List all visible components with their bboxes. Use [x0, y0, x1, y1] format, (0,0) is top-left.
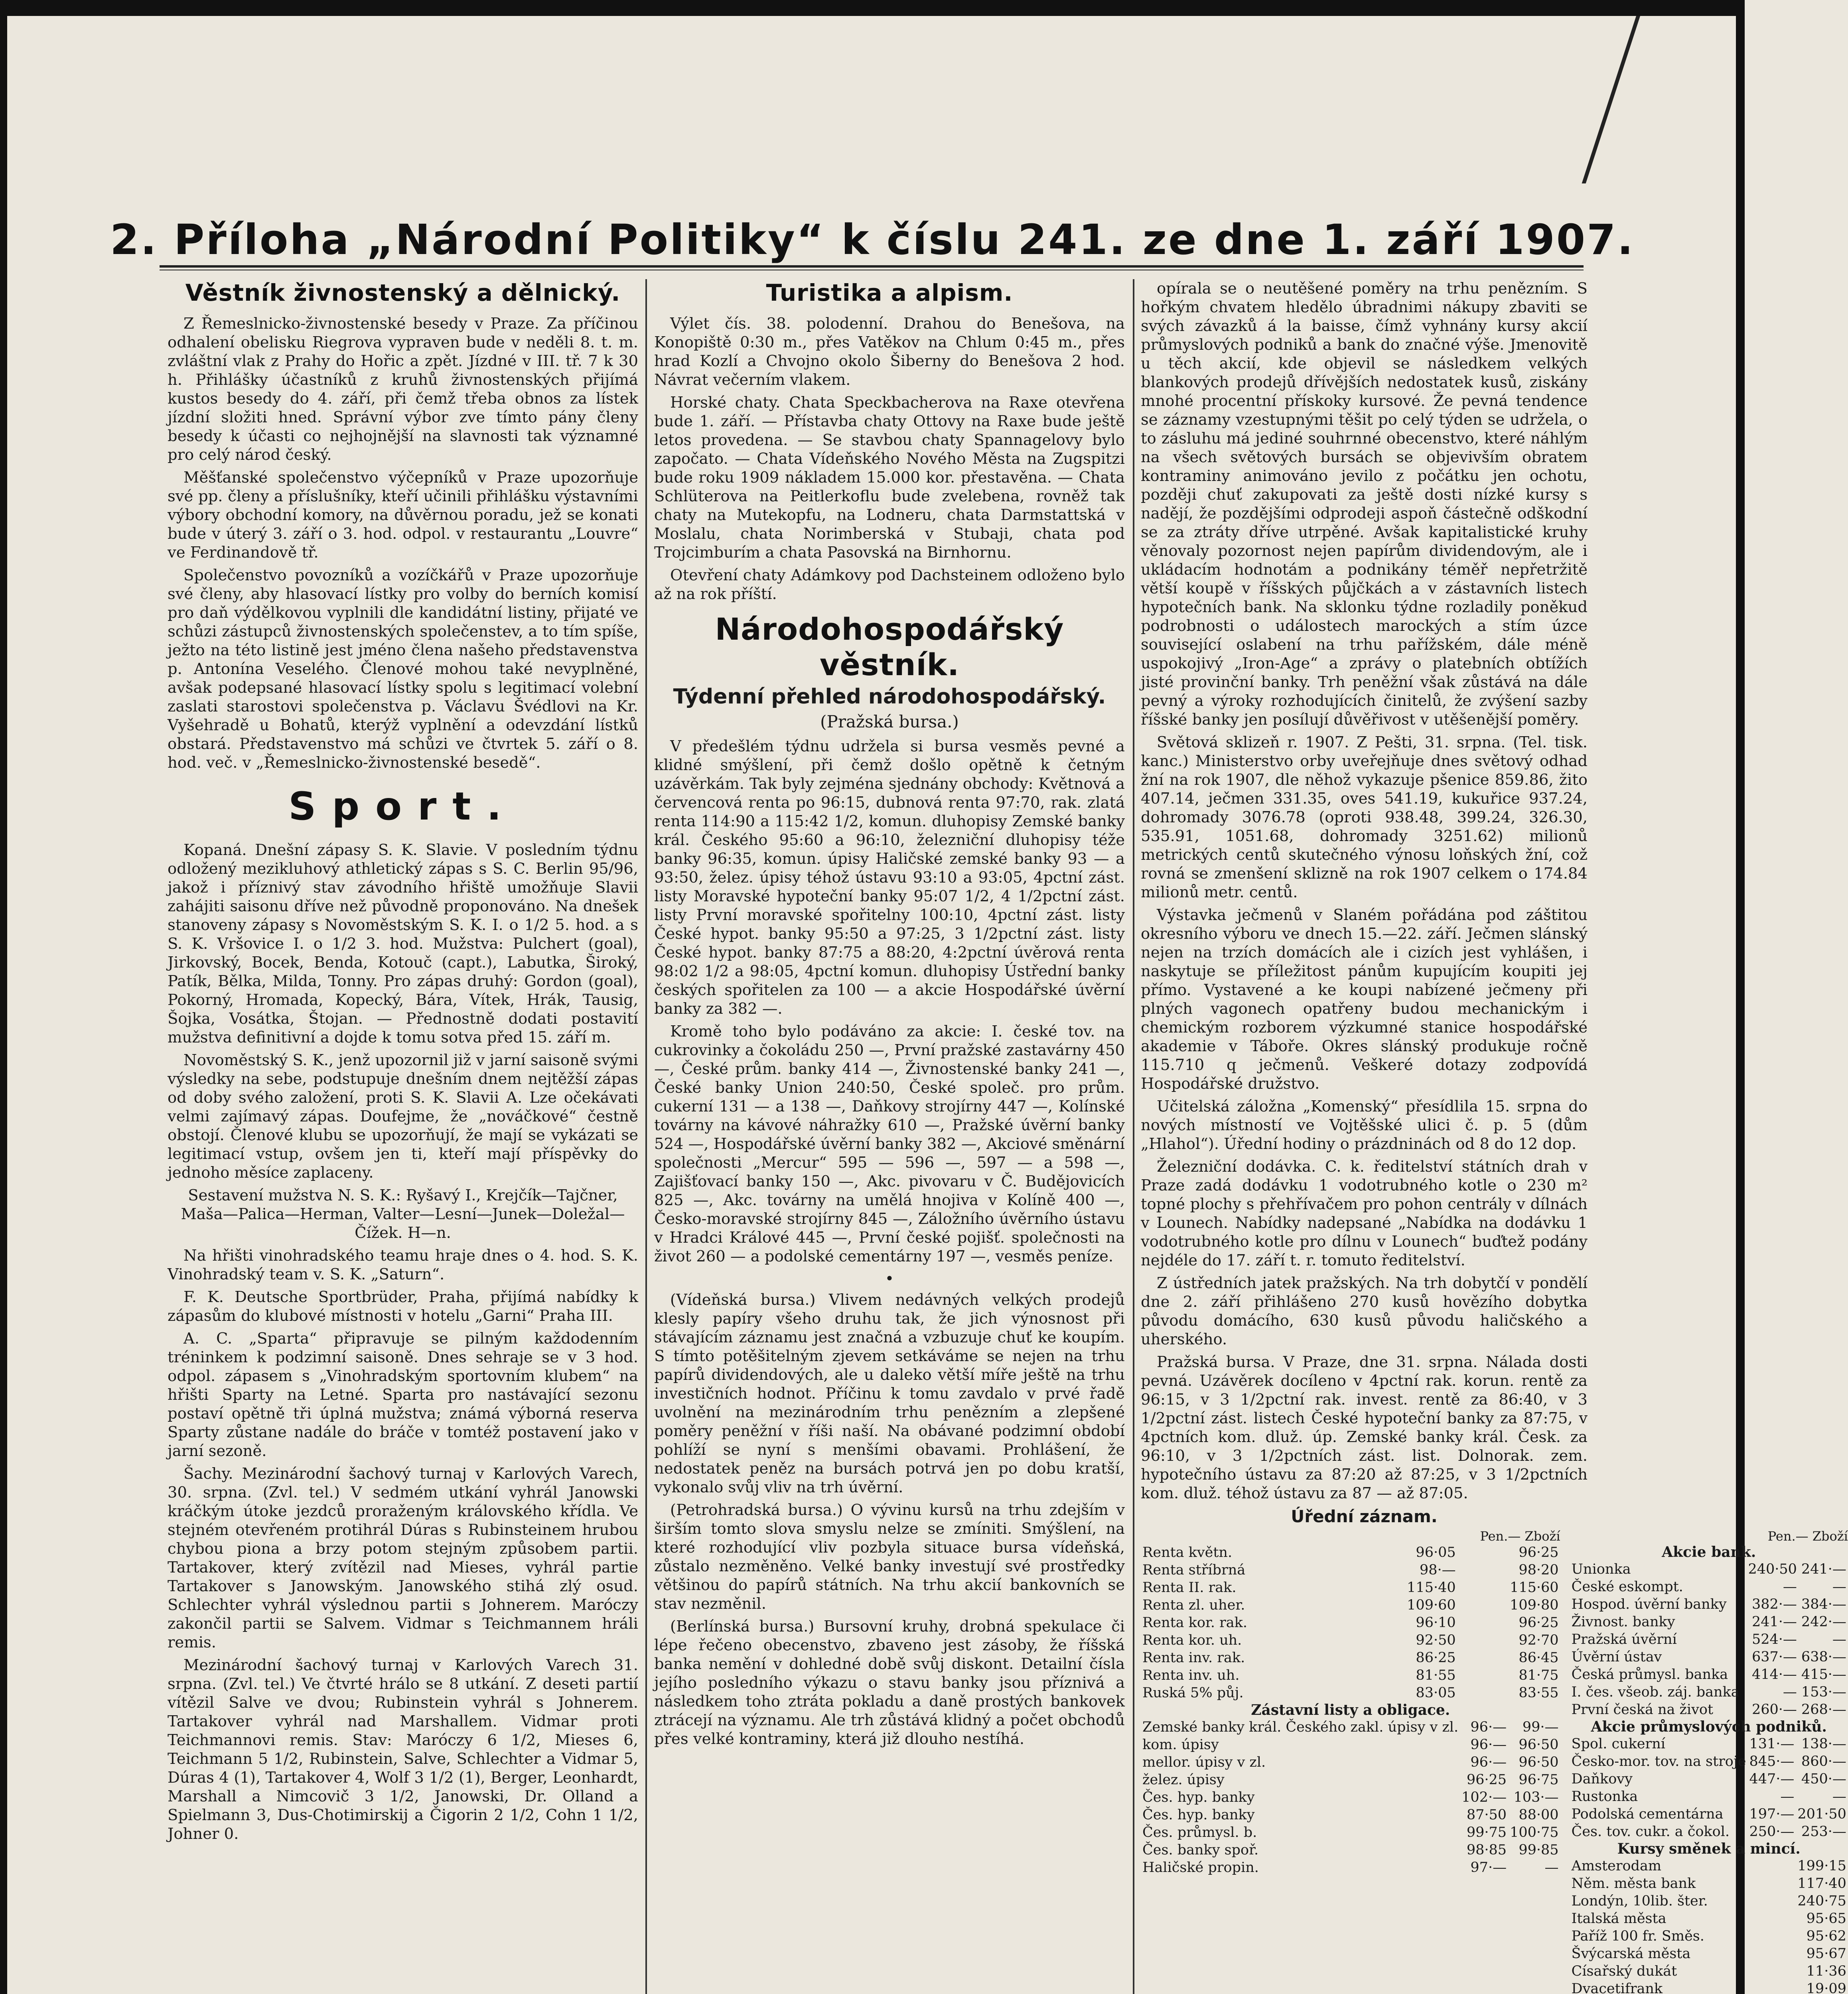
- market-item-value: [1769, 1945, 1773, 1962]
- article-paragraph: (Vídeňská bursa.) Vlivem nedávných velkých prodejů klesly papíry všeho druhu tak, že jich výnosnost při stávajícím záznamu jest značná a vzbuzuje chuť ke koupím. S tímto potěšitelným zjevem setkáváme se nejen na trhu papírů dividendových, ale u daleko větší míře ještě na trhu investičních hodnot. Příčinu k tomu zavdalo v prvé řadě uvolnění na mezinárodním trhu penězním a zlepšené poměry peněžní v říši naší. Na obávané podzimní období pohlíží se nyní s menšími obavami. Prohlášení, že nedostatek peněz na bursách potrvá jen po dobu kratší, vykonalo svůj vliv na trh úvěrní.: [654, 1291, 1125, 1496]
- market-row: [1141, 1561, 1560, 1579]
- industry-title: Akcie průmyslových podniků.: [1591, 1718, 1827, 1735]
- market-item-name: želez. úpisy: [1142, 1772, 1225, 1788]
- column-rule: [645, 279, 647, 1994]
- section-subtitle: Týdenní přehled národohospodářský.: [673, 685, 1106, 709]
- scan-edge-top: [0, 0, 1745, 16]
- market-row: [1570, 1980, 1848, 1994]
- market-row: [1141, 1841, 1560, 1859]
- market-item-name: Renta II. rak.: [1142, 1580, 1237, 1596]
- fx-table: [1570, 1857, 1848, 1994]
- market-row: [1141, 1631, 1560, 1649]
- market-item-name: Ruská 5% půj.: [1142, 1685, 1244, 1701]
- market-row: [1141, 1718, 1560, 1736]
- market-row: [1141, 1771, 1560, 1789]
- market-item-value: 95·62: [1806, 1928, 1846, 1944]
- market-item-value: 81·75: [1519, 1667, 1559, 1683]
- market-item-value: 96·05: [1416, 1545, 1456, 1561]
- market-row: [1570, 1666, 1848, 1683]
- article-paragraph: Otevření chaty Adámkovy pod Dachsteinem odloženo bylo až na rok příští.: [654, 566, 1125, 603]
- market-item-value: 96·25: [1519, 1615, 1559, 1631]
- market-item-value: 96·75: [1519, 1772, 1559, 1788]
- market-item-value: 98·20: [1519, 1562, 1559, 1578]
- market-row: [1141, 1544, 1560, 1561]
- market-item-value: —: [1832, 1579, 1846, 1595]
- market-item-value: 109·80: [1510, 1597, 1559, 1613]
- market-item-value: 83·55: [1519, 1685, 1559, 1701]
- article-paragraph: Výstavka ječmenů v Slaném pořádána pod záštitou okresního výboru ve dnech 15.—22. září. Ječmen slánský nejen na trzích domácích ale i cizích jest vyhlášen, i naskytuje se příležitost pánům kupujícím koupiti jej přímo. Vystavené a ke koupi nabízené ječmeny při plných vagonech opatřeny budou mechanickým i chemickým rozborem výzkumné stanice hospodářské akademie v Táboře. Okres slánský produkuje ročně 115.710 q ječmenů. Veškeré dotazy zodpovídá Hospodářské družstvo.: [1141, 906, 1588, 1093]
- market-item-value: 81·55: [1416, 1667, 1456, 1683]
- market-item-value: 96·50: [1519, 1754, 1559, 1770]
- market-title: Úřední záznam.: [1291, 1507, 1438, 1526]
- market-item-value: 524·—: [1751, 1631, 1797, 1647]
- market-header: Pen.— Zboží: [1480, 1529, 1560, 1544]
- market-item-name: Česká průmysl. banka: [1571, 1667, 1728, 1683]
- market-row: [1570, 1910, 1848, 1927]
- market-row: [1570, 1857, 1848, 1875]
- market-item-name: Čes. hyp. banky: [1142, 1789, 1255, 1805]
- market-item-value: [1769, 1875, 1773, 1892]
- market-item-value: 414·—: [1751, 1667, 1797, 1683]
- market-item-value: 117·40: [1797, 1876, 1846, 1892]
- market-row: [1141, 1806, 1560, 1824]
- market-left: [1141, 1529, 1560, 1994]
- article-paragraph: F. K. Deutsche Sportbrüder, Praha, přijímá nabídky k zápasům do klubové místnosti v hotelu „Garni“ Praha III.: [168, 1288, 638, 1325]
- market-item-value: 382·—: [1751, 1596, 1797, 1612]
- section-title-economy: Národohospodářský věstník.: [715, 611, 1064, 682]
- article-paragraph: Učitelská záložna „Komenský“ přesídlila 15. srpna do nových místností ve Vojtěšské ulici č. p. 5 (dům „Hlahol“). Úřední hodiny o prázdninách od 8 do 12 dop.: [1141, 1097, 1588, 1153]
- column-rule: [1133, 279, 1134, 1994]
- market-row: [1141, 1614, 1560, 1631]
- section-title-sport: Sport.: [288, 784, 517, 829]
- market-item-name: Haličské propin.: [1142, 1860, 1259, 1876]
- market-item-value: 98·—: [1419, 1562, 1456, 1578]
- masthead-rule: [160, 265, 1584, 268]
- market-item-value: 115·40: [1407, 1580, 1456, 1596]
- article-paragraph: Společenstvo povozníků a vozíčkářů v Praze upozorňuje své členy, aby hlasovací lístky pro volby do berních komisí pro daň výdělkovou vyplnili dle kandidátní listiny, přijaté ve schůzi zástupců živnostenských společenstev, a to tím spíše, ježto na této listině jest jméno člena našeho představenstva p. Antonína Veselého. Členové mohou také nevyplněné, avšak podepsané hlasovací lístky spolu s legitimací volební zaslati starostovi společenstva p. Václavu Švédlovi na Kr. Vyšehradě u Bohatů, kterýž vyplnění a odevzdání lístků obstará. Představenstvo má schůzi ve čtvrtek 5. září o 8. hod. več. v „Řemeslnicko-živnostenské besedě“.: [168, 566, 638, 772]
- article-paragraph: Výlet čís. 38. polodenní. Drahou do Benešova, na Konopiště 0:30 m., přes Vatěkov na Chlum 0:45 m., přes hrad Kozlí a Chvojno okolo Šiberny do Benešova 2 hod. Návrat večerním vlakem.: [654, 315, 1125, 389]
- market-item-value: 199·15: [1797, 1858, 1846, 1874]
- market-item-name: Daňkovy: [1571, 1771, 1633, 1787]
- lists-title: Zástavní listy a obligace.: [1251, 1702, 1450, 1718]
- market-item-value: 138·—: [1801, 1736, 1846, 1752]
- market-row: [1570, 1613, 1848, 1631]
- market-item-value: 450·—: [1801, 1771, 1846, 1787]
- market-item-value: 242·—: [1801, 1614, 1846, 1630]
- market-item-value: 250·—: [1749, 1824, 1795, 1840]
- market-row: [1570, 1683, 1848, 1701]
- market-item-value: 638·—: [1801, 1649, 1846, 1665]
- market-item-value: 201·50: [1797, 1806, 1846, 1822]
- market-item-value: 103·—: [1513, 1789, 1559, 1805]
- article-paragraph: Mezinárodní šachový turnaj v Karlových Varech 31. srpna. (Zvl. tel.) Ve čtvrté hrálo se 8 utkání. Z deseti partií vítězil Salve ve dvou; Rubinstein vyhrál s Johnerem. Tartakover vyhrál nad Marshallem. Vidmar proti Teichmannovi remis. Stav: Maróczy 6 1/2, Mieses 6, Teichmann 5 1/2, Rubinstein, Salve, Schlechter a Vidmar 5, Dúras 4 (1), Tartakover 4, Wolf 3 1/2 (1), Berger, Leonhardt, Marshall a Nimcovič 3 1/2, Janowski, Dr. Olland a Spielmann 3, Dus-Chotimirskij a Čigorin 2 1/2, Cohn 1 1/2, Johner 0.: [168, 1656, 638, 1843]
- market-row: [1570, 1578, 1848, 1596]
- market-item-value: [1769, 1857, 1773, 1875]
- article-paragraph: Z ústředních jatek pražských. Na trh dobytčí v pondělí dne 2. září přihlášeno 270 kusů hovězího dobytka původu domácího, 630 kusů původu haličského a uherského.: [1141, 1274, 1588, 1348]
- column-3: [1141, 279, 1848, 1994]
- market-item-value: —: [1780, 1789, 1795, 1805]
- industry-table: [1570, 1735, 1848, 1840]
- market-row: [1570, 1735, 1848, 1753]
- market-item-value: 240·75: [1797, 1893, 1846, 1909]
- market-item-value: 99·85: [1519, 1842, 1559, 1858]
- section-title-trade: Věstník živnostenský a dělnický.: [185, 279, 621, 306]
- market-item-name: Spol. cukerní: [1571, 1736, 1665, 1752]
- shares-title: Akcie bank.: [1662, 1544, 1756, 1561]
- market-item-value: 241·—: [1801, 1561, 1846, 1577]
- market-row: [1570, 1927, 1848, 1945]
- article-paragraph: Novoměstský S. K., jenž upozornil již v jarní saisoně svými výsledky na sebe, podstupuje dnešním dnem nejtěžší zápas od doby svého založení, proti S. K. Slavii A. Lze očekávati velmi zajímavý zápas. Doufejme, že „nováčkové“ čestně obstojí. Členové klubu se upozorňují, že mají se vykázati se legitimací vstup, ovšem jen ti, kteří mají příspěvky do jednoho měsíce zaplaceny.: [168, 1051, 638, 1182]
- market-row: [1570, 1892, 1848, 1910]
- market-row: [1570, 1823, 1848, 1840]
- market-item-value: 115·60: [1510, 1580, 1559, 1596]
- market-item-name: Rustonka: [1571, 1789, 1638, 1805]
- market-item-value: 97·—: [1470, 1860, 1507, 1876]
- market-item-value: 86·25: [1416, 1650, 1456, 1666]
- market-item-value: 96·—: [1470, 1754, 1507, 1770]
- folded-corner: [1582, 16, 1736, 183]
- article-paragraph: opírala se o neutěšené poměry na trhu penězním. S hořkým chvatem hledělo úbradnimi nákupy zbaviti se svých závazků á la baisse, čímž vyhnány kursy akcií průmyslových podniků a bank do značné výše. Jmenovitě u těch akcií, kde objevil se následkem velkých blankových prodejů dřívějších nedostatek kusů, ziskány mnohé procentní přískoky kursové. Že pevná tendence se záznamy vzestupnými těšit po celý týden se udržela, o to zásluhu má jediné souhrnné obecenstvo, které náhlým na všech světových bursách se objevivším obratem kontraminy animováno jevilo z počátku jen ochotu, později chuť zakupovati za ještě dosti nízké kursy s nadějí, že pozdějšími odprodeji aspoň částečně odškodní se za ztráty dříve utrpěné. Avšak kapitalistické kruhy věnovaly pozornost nejen papírům dividendovým, ale i ukládacím hodnotám a podnikány téměř nepřetržitě větší koupě v říšských půjčkách a v zástavních listech hypotečních bank. Na sklonku týdne rozladily poněkud podrobnosti o událostech marockých a stím úzce související oslabení na trhu pařížském, dále méně uspokojivý „Iron-Age“ a zprávy o platebních obtížích jisté provinční banky. Trh peněžní však zůstává na dále pevný a výroky rozhodujících činitelů, že zvýšení sazby říšské banky jen posílují důvěřivost v utěšenější poměry.: [1141, 280, 1588, 729]
- market-item-name: Pražská úvěrní: [1571, 1631, 1677, 1647]
- article-paragraph: Horské chaty. Chata Speckbacherova na Raxe otevřena bude 1. září. — Přístavba chaty Ottovy na Raxe bude ještě letos provedena. — Se stavbou chaty Spannagelovy bylo započato. — Chata Vídeňského Nového Města na Zugspitzi bude roku 1909 nákladem 15.000 kor. přestavěna. — Chata Schlüterova na Peitlerkoflu bude zvelebena, rovněž tak chaty na Mutekopfu, na Lodneru, chata Darmstattská v Moslalu, chata Norimberská v Stubaji, chata pod Trojcimburím a chata Pasovská na Birnhornu.: [654, 394, 1125, 562]
- market-row: [1570, 1805, 1848, 1823]
- market-item-value: [1769, 1962, 1773, 1980]
- rentes-table: [1141, 1544, 1560, 1702]
- lists-table: [1141, 1718, 1560, 1876]
- market-item-value: [1769, 1892, 1773, 1910]
- market-right: [1570, 1529, 1848, 1994]
- market-item-value: 260·—: [1751, 1702, 1797, 1718]
- market-item-name: Čes. průmysl. b.: [1142, 1825, 1257, 1840]
- market-item-value: 88·00: [1519, 1807, 1559, 1823]
- market-item-name: Zemské banky král. Českého zakl. úpisy v zl.: [1142, 1719, 1459, 1735]
- market-row: [1141, 1789, 1560, 1806]
- market-item-value: 92·50: [1416, 1632, 1456, 1648]
- market-item-name: Renta zl. uher.: [1142, 1597, 1245, 1613]
- market-item-value: 92·70: [1519, 1632, 1559, 1648]
- market-item-name: Dvacetifrank: [1571, 1981, 1663, 1994]
- market-item-name: Švýcarská města: [1571, 1946, 1691, 1962]
- market-row: [1141, 1667, 1560, 1684]
- market-row: [1141, 1649, 1560, 1667]
- market-item-value: 96·—: [1470, 1719, 1507, 1735]
- market-item-value: 268·—: [1801, 1702, 1846, 1718]
- market-item-value: 99·75: [1466, 1825, 1507, 1840]
- market-item-value: 845·—: [1749, 1754, 1795, 1769]
- market-item-value: 96·50: [1519, 1737, 1559, 1753]
- market-item-value: 98·85: [1466, 1842, 1507, 1858]
- market-item-value: 83·05: [1416, 1685, 1456, 1701]
- section-title-tourism: Turistika a alpism.: [766, 279, 1013, 306]
- market-item-value: [1769, 1910, 1773, 1927]
- article-paragraph: Z Řemeslnicko-živnostenské besedy v Praze. Za příčinou odhalení obelisku Riegrova vypraven bude v neděli 8. t. m. zvláštní vlak z Prahy do Hořic a zpět. Jízdné v III. tř. 7 k 30 h. Přihlášky účastníků z kruhů živnostenských přijímá kustos besedy do 4. září, při čemž třeba obnos za lístek jízdní složiti hned. Správní výbor zve tímto pány členy besedy k účasti co nejhojnější na slavnosti tak významné pro celý národ český.: [168, 315, 638, 464]
- article-paragraph: Železniční dodávka. C. k. ředitelství státních drah v Praze zadá dodávku 1 vodotrubného kotle o 230 m² topné plochy s přehřívačem pro pohon centrály v dílnách v Lounech. Nabídky nadepsané „Nabídka na dodávku 1 vodotrubného kotle pro dílnu v Lounech“ buďtež podány nejdéle do 17. září t. r. tomuto ředitelství.: [1141, 1158, 1588, 1269]
- market-item-value: —: [1783, 1684, 1797, 1700]
- market-row: [1570, 1770, 1848, 1788]
- market-item-value: [1769, 1980, 1773, 1994]
- market-row: [1141, 1736, 1560, 1754]
- market-row: [1570, 1945, 1848, 1962]
- market-item-name: Renta inv. uh.: [1142, 1667, 1240, 1683]
- market-item-value: [1769, 1927, 1773, 1945]
- market-item-name: Úvěrní ústav: [1571, 1649, 1662, 1665]
- market-item-name: Renta květn.: [1142, 1545, 1233, 1561]
- market-item-value: 197·—: [1749, 1806, 1795, 1822]
- market-row: [1141, 1859, 1560, 1876]
- market-item-name: Něm. města bank: [1571, 1876, 1696, 1892]
- market-item-name: Živnost. banky: [1571, 1614, 1675, 1630]
- market-item-value: 96·—: [1470, 1737, 1507, 1753]
- market-item-name: Amsterodam: [1571, 1858, 1662, 1874]
- market-item-value: 86·45: [1519, 1650, 1559, 1666]
- market-item-name: I. čes. všeob. záj. banka: [1571, 1684, 1740, 1700]
- market-item-value: 447·—: [1749, 1771, 1795, 1787]
- market-item-value: 11·36: [1806, 1963, 1846, 1979]
- article-paragraph: (Petrohradská bursa.) O vývinu kursů na trhu zdejším v širším tomto slova smyslu nelze se zmíniti. Smýšlení, na které rozhodující vliv pozbyla situace bursa vídeňská, zůstalo nezměněno. Velké banky investují své prostředky většinou do papírů státních. Na trhu akcií bankovních se stav nezměnil.: [654, 1501, 1125, 1613]
- market-item-value: 109·60: [1407, 1597, 1456, 1613]
- market-item-value: 96·10: [1416, 1615, 1456, 1631]
- market-item-name: Renta inv. rak.: [1142, 1650, 1245, 1666]
- market-item-value: 102·—: [1461, 1789, 1507, 1805]
- market-item-value: 96·25: [1519, 1545, 1559, 1561]
- market-row: [1141, 1579, 1560, 1596]
- market-row: [1141, 1824, 1560, 1841]
- market-item-name: Paříž 100 fr. Směs.: [1571, 1928, 1704, 1944]
- shares-table: [1570, 1561, 1848, 1718]
- market-item-name: České eskompt.: [1571, 1579, 1683, 1595]
- market-item-name: Londýn, 10lib. šter.: [1571, 1893, 1708, 1909]
- column-1: [168, 279, 638, 1994]
- market-item-name: Česko-mor. tov. na stroje: [1571, 1754, 1746, 1769]
- market-row: [1141, 1684, 1560, 1702]
- column-2: [654, 279, 1125, 1994]
- article-paragraph: Pražská bursa. V Praze, dne 31. srpna. Nálada dosti pevná. Uzávěrek docíleno v 4pctní rak. korun. rentě za 96:15, v 3 1/2pctní rak. invest. rentě za 86:40, v 3 1/2pctní zást. listech České hypoteční banky za 87:75, v 4pctních kom. dluž. úp. Zemské banky král. Česk. za 96:10, v 3 1/2pctních zást. list. Dolnorak. zem. hypotečního ústavu za 87:20 až 87:25, v 3 1/2pctních kom. dluž. téhož ústavu za 87 — až 87:05.: [1141, 1353, 1588, 1502]
- market-item-value: 153·—: [1801, 1684, 1846, 1700]
- masthead: 2. Příloha „Národní Politiky“ k číslu 241. ze dne 1. září 1907.: [110, 215, 1635, 264]
- article-paragraph: (Berlínská bursa.) Bursovní kruhy, drobná spekulace či lépe řečeno obecenstvo, zbaveno jest zásoby, že říšská banka nemění v dohledné době svůj diskont. Detailní čísla jejího posledního výkazu o stavu banky jsou příznivá a následkem toho ztráta pokladu a daně prostých bankovek ztrácejí na významu. Ale trh zůstává klidný a počet obchodů přes velké kontraminy, která již dlouho nestíhá.: [654, 1618, 1125, 1748]
- market-item-value: 99·—: [1522, 1719, 1559, 1735]
- market-item-value: 860·—: [1801, 1754, 1846, 1769]
- market-item-value: 96·25: [1466, 1772, 1507, 1788]
- market-item-name: Unionka: [1571, 1561, 1631, 1577]
- market-item-value: 384·—: [1801, 1596, 1846, 1612]
- article-paragraph: A. C. „Sparta“ připravuje se pilným každodenním tréninkem k podzimní saisoně. Dnes sehraje se v 3 hod. odpol. zápasem s „Vinohradským sportovním klubem“ na hřišti Sparty na Letné. Sparta pro nastávající sezonu postaví opětně tři úplná mužstva; známá výborná reserva Sparty zůstane nadále do bráče v tomtéž postavení jako v jarní sezoně.: [168, 1330, 638, 1460]
- market-item-name: Renta kor. uh.: [1142, 1632, 1242, 1648]
- market-item-name: Podolská cementárna: [1571, 1806, 1724, 1822]
- market-item-name: Hospod. úvěrní banky: [1571, 1596, 1727, 1612]
- market-item-value: —: [1783, 1579, 1797, 1595]
- market-item-value: 100·75: [1510, 1825, 1559, 1840]
- article-paragraph: Na hřišti vinohradského teamu hraje dnes o 4. hod. S. K. Vinohradský team v. S. K. „Saturn“.: [168, 1247, 638, 1283]
- market-item-name: Čes. hyp. banky: [1142, 1807, 1255, 1823]
- article-paragraph: Měšťanské společenstvo výčepníků v Praze upozorňuje své pp. členy a příslušníky, kteří učinili přihlášku výstavními výbory obchodní komory, na důvěrnou poradu, jež se konati bude v úterý 3. září o 3. hod. odpol. v restaurantu „Louvre“ ve Ferdinandově tř.: [168, 469, 638, 562]
- article-paragraph: Kromě toho bylo podáváno za akcie: I. české tov. na cukrovinky a čokoládu 250 —, První pražské zastavárny 450 —, České prům. banky 414 —, Živnostenské banky 241 —, České banky Union 240:50, České společ. pro prům. cukerní 131 — a 138 —, Daňkovy strojírny 447 —, Kolínské továrny na kávové náhražky 610 —, Pražské úvěrní banky 524 —, Hospodářské úvěrní banky 382 —, Akciové směnární společnosti „Mercur“ 595 — 596 —, 597 — a 598 —, Zajišťovací banky 150 —, Akc. pivovaru v Č. Budějovicích 825 —, Akc. továrny na umělá hnojiva v Kolíně 400 —, Česko-moravské strojírny 845 —, Záložního úvěrního ústavu v Hradci Králové 445 —, První české pojišť. společnosti na život 260 — a podolské cementárny 197 —, vesměs peníze.: [654, 1023, 1125, 1265]
- scan-edge-left: [0, 0, 7, 1994]
- market-item-value: —: [1832, 1789, 1846, 1805]
- market-row: [1570, 1596, 1848, 1613]
- article-paragraph: Sestavení mužstva N. S. K.: Ryšavý I., Krejčík—Tajčner, Maša—Palica—Herman, Valter—Lesní—Junek—Doležal—Čížek. H—n.: [181, 1186, 625, 1242]
- market-item-value: 87·50: [1466, 1807, 1507, 1823]
- market-item-name: Italská města: [1571, 1911, 1667, 1927]
- market-row: [1570, 1701, 1848, 1718]
- article-paragraph: Šachy. Mezinárodní šachový turnaj v Karlových Varech, 30. srpna. (Zvl. tel.) V sedmém utkání vyhrál Janowski kráčkým útoke jezdců proraženým královského křídla. Ve stejném otevřeném protihrál Dúras s Rubinsteinem hrubou chybou piona a brzy potom stejným způsobem partii. Tartakover, který zvítězil nad Mieses, vyhrál partie Tartakover s Janowským. Janowského stihá zlý osud. Schlechter vyhrál výslednou partii s Johnerem. Maróczy zakončil partii se Salvem. Vidmar s Teichmannem hráli remis.: [168, 1465, 638, 1651]
- separator-dots: •: [885, 1270, 894, 1287]
- market-header: Pen.— Zboží: [1767, 1529, 1848, 1544]
- market-item-value: 637·—: [1751, 1649, 1797, 1665]
- market-item-name: Renta stříbrná: [1142, 1562, 1246, 1578]
- market-item-name: Císařský dukát: [1571, 1963, 1677, 1979]
- market-row: [1570, 1962, 1848, 1980]
- market-item-name: Renta kor. rak.: [1142, 1615, 1248, 1631]
- market-item-value: 95·67: [1806, 1946, 1846, 1962]
- market-item-value: —: [1544, 1860, 1559, 1876]
- market-item-value: 241·—: [1751, 1614, 1797, 1630]
- market-item-name: mellor. úpisy v zl.: [1142, 1754, 1266, 1770]
- market-tables: [1141, 1529, 1848, 1994]
- market-item-value: 95·65: [1806, 1911, 1846, 1927]
- market-item-value: 240·50: [1748, 1561, 1797, 1577]
- article-paragraph: V předešlém týdnu udržela si bursa vesměs pevné a klidné smýšlení, při čemž došlo opětně k četným uzávěrkám. Tak byly zejména sjednány obchody: Květnová a červencová renta po 96:15, dubnová renta 97:70, rak. zlatá renta 114:90 a 115:42 1/2, komun. dluhopisy Zemské banky král. Českého 95:60 a 96:10, železniční dluhopisy téže banky 96:35, komun. úpisy Haličské zemské banky 93 — a 93:50, želez. úpisy téhož ústavu 93:10 a 93:05, 4pctní zást. listy Moravské hypoteční banky 95:07 1/2, 4 1/2pctní zást. listy První moravské spořitelny 100:10, 4pctní zást. listy České hypot. banky 95:50 a 97:25, 3 1/2pctní zást. listy České hypot. banky 87:75 a 88:20, 4:2pctní úvěrová renta 98:02 1/2 a 98:05, 4pctní komun. dluhopisy Ústřední banky českých spořitelen za 100 — a akcie Hospodářské úvěrní banky za 382 —.: [654, 737, 1125, 1018]
- fx-title: Kursy směnek a mincí.: [1617, 1840, 1801, 1857]
- market-row: [1141, 1596, 1560, 1614]
- market-item-value: 131·—: [1749, 1736, 1795, 1752]
- article-paragraph: Kopaná. Dnešní zápasy S. K. Slavie. V posledním týdnu odložený mezikluhový athletický zápas s S. C. Berlin 95/96, jakož i příznivý stav závodního hřiště umožňuje Slavii zahájiti saisonu dříve než původně proponováno. Na dnešek stanoveny zápasy s Novoměstským S. K. I. o 1/2 5. hod. a s S. K. Vršovice I. o 1/2 3. hod. Mužstva: Pulchert (goal), Jirkovský, Bocek, Benda, Kotouč (capt.), Labutka, Široký, Patík, Bělka, Milda, Tonny. Pro zápas druhý: Gordon (goal), Pokorný, Hromada, Kopecký, Bára, Vítek, Hrák, Tausig, Šojka, Vosátka, Štojan. — Přednostně dodati postavití mužstva definitivní a dojde k tomu sotva před 15. září m.: [168, 841, 638, 1046]
- market-item-name: Čes. banky spoř.: [1142, 1842, 1259, 1858]
- market-item-name: První česká na život: [1571, 1702, 1714, 1718]
- market-item-value: —: [1832, 1631, 1846, 1647]
- market-item-name: kom. úpisy: [1142, 1737, 1219, 1753]
- dateline: (Pražská bursa.): [820, 712, 959, 731]
- market-row: [1570, 1631, 1848, 1648]
- market-row: [1570, 1648, 1848, 1666]
- market-row: [1570, 1875, 1848, 1892]
- market-item-value: 19·09: [1806, 1981, 1846, 1994]
- market-item-value: 253·—: [1801, 1824, 1846, 1840]
- article-paragraph: Světová sklizeň r. 1907. Z Pešti, 31. srpna. (Tel. tisk. kanc.) Ministerstvo orby uveřejňuje dnes světový odhad žní na rok 1907, dle něhož vykazuje pšenice 859.86, žito 407.14, ječmen 331.35, oves 541.19, kukuřice 937.24, dohromady 3076.78 (oproti 938.48, 399.24, 326.30, 535.91, 1051.68, dohromady 3251.62) milionů metrických centů skutečného výnosu loňských žní, což rovná se zmenšení sklizně na rok 1907 celkem o 174.84 milionů metr. centů.: [1141, 733, 1588, 901]
- market-item-name: Čes. tov. cukr. a čokol.: [1571, 1824, 1730, 1840]
- market-row: [1570, 1788, 1848, 1805]
- market-row: [1570, 1561, 1848, 1578]
- market-item-value: 415·—: [1801, 1667, 1846, 1683]
- market-row: [1141, 1754, 1560, 1771]
- market-row: [1570, 1753, 1848, 1770]
